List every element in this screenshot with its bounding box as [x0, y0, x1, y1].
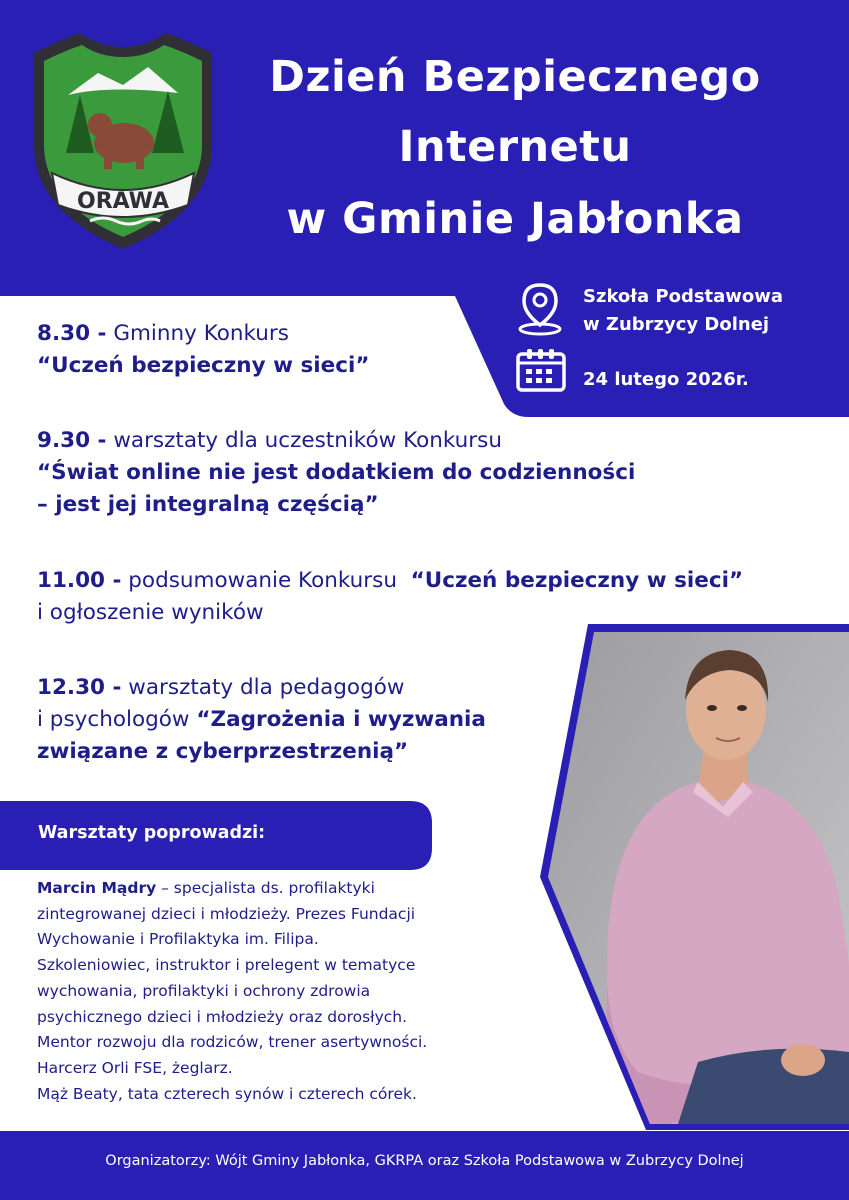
- page-title-line-2: Internetu: [398, 122, 632, 172]
- schedule-item-4: 12.30 - warsztaty dla pedagogów i psychologów “Zagrożenia i wyzwania związane z cyberprzestrzenią”: [37, 675, 486, 764]
- schedule-time-3: 11.00 -: [37, 568, 122, 593]
- schedule-item-3: 11.00 - podsumowanie Konkursu “Uczeń bezpieczny w sieci” i ogłoszenie wyników: [37, 568, 744, 625]
- speaker-name: Marcin Mądry: [37, 879, 157, 897]
- logo-text: ORAWA: [77, 189, 169, 214]
- schedule-item-2: 9.30 - warsztaty dla uczestników Konkursu “Świat online nie jest dodatkiem do codzienności – jest jej integralną częścią”: [37, 428, 636, 517]
- speaker-bio: Marcin Mądry – specjalista ds. profilaktyki zintegrowanej dzieci i młodzieży. Prezes Fundacji Wychowanie i Profilaktyka im. Filipa. Szkoleniowiec, instruktor i prelegent w tematyce wychowania, profilaktyki i ochrony zdrowia psychicznego dzieci i młodzieży oraz dorosłych. Mentor rozwoju dla rodziców, trener asertywności. Harcerz Orli FSE, żeglarz. Mąż Beaty, tata czterech synów i czterech córek.: [37, 879, 428, 1103]
- orawa-logo: [28, 25, 218, 253]
- location-text: [583, 283, 783, 339]
- schedule-time-1: 8.30 -: [37, 321, 107, 346]
- calendar-icon: [515, 347, 567, 393]
- schedule-time-4: 12.30 -: [37, 675, 122, 700]
- page-title-line-1: Dzień Bezpiecznego: [269, 52, 761, 102]
- schedule-time-2: 9.30 -: [37, 428, 107, 453]
- speaker-photo: [548, 632, 849, 1124]
- footer-organizers: Organizatorzy: Wójt Gminy Jabłonka, GKRPA oraz Szkoła Podstawowa w Zubrzycy Dolnej: [105, 1153, 744, 1169]
- location-line-2: w Zubrzycy Dolnej: [583, 314, 770, 335]
- location-pin-icon: [514, 281, 566, 337]
- page-title-line-3: w Gminie Jabłonka: [286, 194, 744, 244]
- location-line-1: Szkoła Podstawowa: [583, 286, 784, 307]
- event-date: 24 lutego 2026r.: [583, 369, 749, 390]
- schedule-item-1: 8.30 - Gminny Konkurs “Uczeń bezpieczny w sieci”: [37, 321, 370, 378]
- workshops-label: Warsztaty poprowadzi:: [38, 823, 266, 843]
